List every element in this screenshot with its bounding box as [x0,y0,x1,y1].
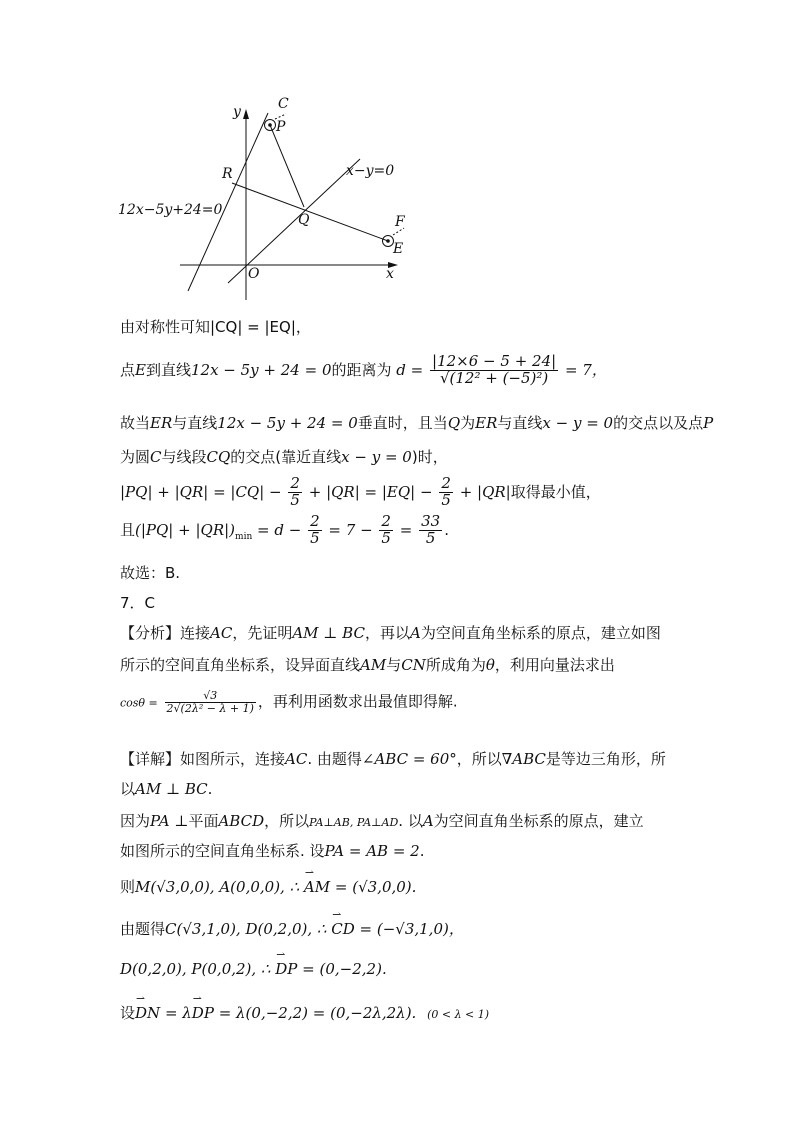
var-AC: AC [210,624,233,642]
fraction-numerator: 2 [381,512,391,530]
text: 垂直时，且当 [357,414,448,432]
vector-DP: ⇀ DP [275,960,297,978]
equation: 12x − 5y + 24 = 0 [217,414,358,432]
text: 是等边三角形，所 [545,750,666,768]
line-11 [120,690,458,714]
text: . [444,520,449,539]
line-19 [120,1002,489,1023]
expr: ∇ABC [501,750,546,768]
subscript-min: min [235,531,253,542]
fraction-numerator: 33 [421,512,441,530]
label-P: P [276,119,286,135]
fraction-denominator: 2√(2λ² − λ + 1) [166,701,254,715]
var-CN: CN [401,656,426,674]
label-E: E [393,241,404,257]
text: 取得最小值， [510,482,601,501]
text: 故当 [120,414,151,432]
text: 的交点(靠近直线 [230,448,342,466]
expr: M(√3,0,0), A(0,0,0), ∴ [135,878,300,896]
vector-CD: ⇀ CD [331,920,355,938]
fraction-2-5 [379,514,393,547]
fraction-denominator: 5 [310,528,320,547]
line-18 [120,960,387,978]
point-C [268,123,272,127]
text: 由题得 [120,920,166,938]
vector-DN: ⇀ DN [135,1004,160,1022]
var-AC: AC [285,750,308,768]
var-AM: AM [360,656,387,674]
fraction-2-5 [288,476,302,509]
var-d: d = [396,360,424,379]
var-E: E [135,360,146,379]
line-12 [120,748,666,769]
text: 为 [460,414,476,432]
text: ，所以 [264,812,310,830]
expr: = 7 − [328,520,373,539]
var-A: A [409,624,421,642]
expr: = (0,−2,2). [302,960,387,978]
text: 为圆 [120,448,151,466]
text: 点 [120,360,136,379]
var-CQ: CQ [206,448,231,466]
label-R: R [222,166,233,182]
text: 【详解】如图所示，连接 [120,750,286,768]
var-P: P [703,414,714,432]
fraction-numerator: 2 [310,512,320,530]
fraction-2-5 [308,514,322,547]
var-ER: ER [475,414,498,432]
label-y: y [233,104,241,120]
label-x: x [386,266,394,282]
expr: PA = AB = 2 [324,842,420,860]
segment-RE [232,183,388,241]
fraction-numerator: 2 [290,474,300,492]
point-E [386,239,390,243]
text: 所成角为 [425,656,486,674]
question-number: 7．C [120,594,156,612]
line-17 [120,918,464,939]
var-A: A [422,812,434,830]
line-15 [120,840,424,861]
line-7 [120,562,180,583]
text: . [207,780,213,798]
text: 到直线 [145,360,191,379]
expr: AM ⊥ BC [135,780,208,798]
expr: PA⊥AB, PA⊥AD [309,816,399,829]
expr: (|PQ| + |QR|) [135,520,236,539]
text: 设 [120,1004,136,1022]
line-13 [120,778,212,799]
fraction-denominator: 5 [425,528,436,547]
text: 则 [120,878,136,896]
text: 与直线 [497,414,543,432]
line-4 [120,446,448,467]
lambda-range: (0 < λ < 1) [427,1008,490,1021]
vector-AM: ⇀ AM [304,878,330,896]
text: 为空间直角坐标系的原点，建立 [433,812,644,830]
text: 与 [386,656,402,674]
equation: x − y = 0 [542,414,614,432]
answer-text: 故选：B. [120,564,181,582]
line-9 [120,622,661,643]
line-2 [120,354,607,387]
expr: = d − [257,520,302,539]
expr: |PQ| + |QR| = |CQ| − [120,482,282,501]
label-line2: x−y=0 [346,163,395,179]
var-ER: ER [150,414,173,432]
symmetry-statement: 由对称性可知|CQ| = |EQ|， [120,318,311,336]
label-Q: Q [298,212,310,228]
expr: + |QR| [459,482,511,501]
text: 的交点以及点 [613,414,704,432]
expr: + |QR| = |EQ| − [308,482,433,501]
equation: 12x − 5y + 24 = 0 [190,360,332,379]
text: ，再利用函数求出最值即得解. [257,692,458,711]
text: 以 [120,780,136,798]
cos-fraction [165,690,256,714]
expr: = λ(0,−2,2) = (0,−2λ,2λ). [218,1004,417,1022]
fraction-numerator: |12×6 − 5 + 24| [432,352,557,370]
text: 与线段 [161,448,207,466]
label-line1: 12x−5y+24=0 [118,202,223,218]
label-C: C [278,96,289,112]
distance-fraction [430,354,558,387]
fraction-numerator: √3 [165,690,256,703]
label-F: F [395,214,405,230]
line-x-minus-y [228,159,360,283]
expr: cosθ = [120,696,158,710]
line-10 [120,654,615,675]
expr: ∠ABC = 60° [361,750,457,768]
fraction-denominator: 5 [441,490,451,509]
text: )时， [411,448,448,466]
label-O: O [248,266,260,282]
expr: = λ [164,1004,192,1022]
text: . 以 [398,812,423,830]
text: ，利用向量法求出 [494,656,615,674]
text: 如图所示的空间直角坐标系. 设 [120,842,325,860]
var-ABCD: ABCD [218,812,265,830]
vector-DP: ⇀ DP [192,1004,214,1022]
text: 与直线 [172,414,218,432]
expr: = [399,520,413,539]
line-6 [120,514,449,547]
line-8 [120,592,155,613]
equation: x − y = 0 [341,448,412,466]
text: . 由题得 [307,750,362,768]
var-C: C [150,448,162,466]
text: ，再以 [364,624,410,642]
fraction-denominator: 5 [381,528,391,547]
text: 所示的空间直角坐标系，设异面直线 [120,656,361,674]
text: ，所以 [456,750,502,768]
var-Q: Q [447,414,461,432]
fraction-denominator: 5 [290,490,300,509]
text: 且 [120,520,136,539]
text: 的距离为 [331,360,392,379]
line-5 [120,476,601,509]
text: 平面 [188,812,219,830]
fraction-numerator: 2 [441,474,451,492]
text: ，先证明 [232,624,293,642]
text: . [419,842,425,860]
fraction-denominator: √(12² + (−5)²) [439,368,549,387]
line-1 [120,316,311,337]
var-theta: θ [485,656,495,674]
text: 因为 [120,812,151,830]
expr: = (√3,0,0). [334,878,417,896]
segment-PQ [270,125,304,207]
text: 【分析】连接 [120,624,211,642]
expr: D(0,2,0), P(0,0,2), ∴ [120,960,271,978]
expr: AM ⊥ BC [292,624,365,642]
expr: = (−√3,1,0)， [359,920,464,938]
line-16 [120,876,416,897]
text: 为空间直角坐标系的原点，建立如图 [420,624,661,642]
line-3 [120,412,713,433]
expr: PA ⊥ [150,812,189,830]
line-14 [120,810,644,831]
y-axis-arrow [243,109,249,119]
expr: C(√3,1,0), D(0,2,0), ∴ [165,920,327,938]
fraction-2-5 [439,476,453,509]
result: = 7， [564,360,607,379]
fraction-33-5 [419,514,442,547]
